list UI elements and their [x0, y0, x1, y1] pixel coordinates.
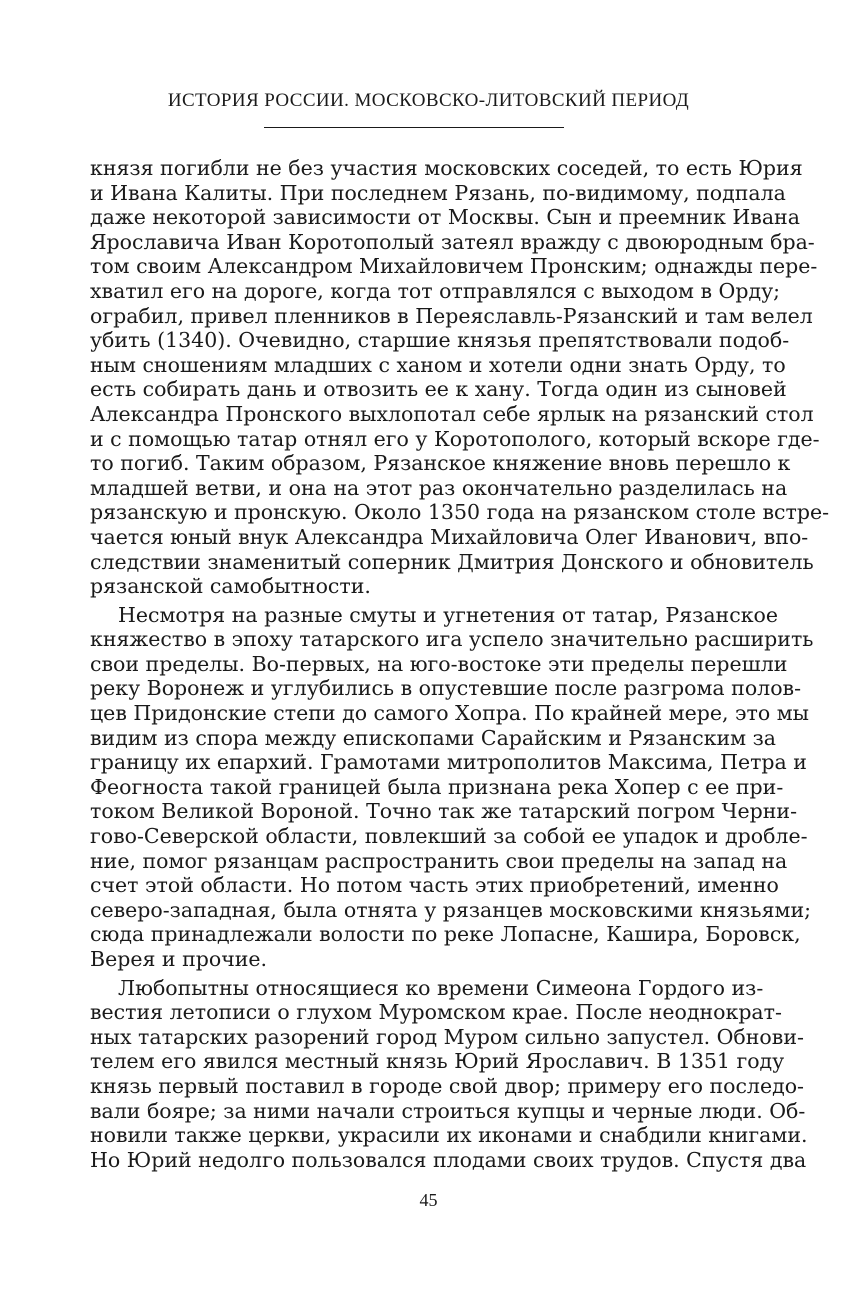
text-line: свои пределы. Во-первых, на юго-востоке эти пределы перешли [90, 651, 788, 676]
text-line: вали бояре; за ними начали строиться купцы и черные люди. Об- [90, 1098, 806, 1123]
text-line: чается юный внук Александра Михайловича Олег Иванович, впо- [90, 524, 809, 549]
text-line: Но Юрий недолго пользовался плодами своих трудов. Спустя два [90, 1147, 807, 1172]
text-line: рязанскую и пронскую. Около 1350 года на рязанском столе встре- [90, 500, 830, 525]
text-line: и с помощью татар отнял его у Коротополого, который вскоре где- [90, 426, 820, 451]
text-line: новили также церкви, украсили их иконами и снабдили книгами. [90, 1123, 808, 1148]
text-line: Верея и прочие. [90, 947, 268, 971]
text-line: и Ивана Калиты. При последнем Рязань, по-видимому, подпала [90, 180, 786, 205]
text-line: князя погибли не без участия московских соседей, то есть Юрия [90, 156, 803, 180]
running-title: ИСТОРИЯ РОССИИ. МОСКОВСКО-ЛИТОВСКИЙ ПЕРИОД [167, 90, 690, 111]
text-line: Феогноста такой границей была признана река Хопер с ее при- [90, 774, 784, 799]
text-line: телем его явился местный князь Юрий Ярославич. В 1351 году [90, 1049, 785, 1074]
text-line: следствии знаменитый соперник Дмитрия Донского и обновитель [90, 549, 814, 574]
text-line: княжество в эпоху татарского ига успело значительно расширить [90, 627, 814, 652]
text-line: ным сношениям младших с ханом и хотели одни знать Орду, то [90, 352, 786, 377]
text-line: убить (1340). Очевидно, старшие князья препятствовали подоб- [90, 328, 790, 353]
text-line: видим из спора между епископами Сарайским и Рязанским за [90, 725, 777, 750]
text-line: то погиб. Таким образом, Рязанское княжение вновь перешло к [90, 451, 791, 476]
text-line: гово-Северской области, повлекший за собой ее упадок и дробле- [90, 824, 808, 849]
text-line: том своим Александром Михайловичем Пронским; однажды пере- [90, 254, 818, 279]
text-line: северо-западная, была отнята у рязанцев московскими князьями; [90, 897, 812, 922]
text-line: сюда принадлежали волости по реке Лопасне, Кашира, Боровск, [90, 922, 801, 947]
text-line: током Великой Вороной. Точно так же татарский погром Черни- [90, 799, 797, 824]
text-line: рязанской самобытности. [90, 574, 371, 599]
text-line: Александра Пронского выхлопотал себе ярлык на рязанский стол [90, 401, 814, 426]
header-rule [264, 127, 564, 128]
text-line: счет этой области. Но потом часть этих приобретений, именно [90, 873, 779, 898]
page-number: 45 [419, 1190, 438, 1210]
text-line: границу их епархий. Грамотами митрополитов Максима, Петра и [90, 750, 807, 775]
text-line: Несмотря на разные смуты и угнетения от татар, Рязанское [118, 602, 778, 627]
text-line: ных татарских разорений город Муром сильно запустел. Обнови- [90, 1024, 804, 1049]
paragraph [90, 156, 830, 599]
text-line: хватил его на дороге, когда тот отправлялся с выходом в Орду; [90, 278, 781, 303]
text-line: даже некоторой зависимости от Москвы. Сын и преемник Ивана [90, 205, 800, 230]
text-line: вестия летописи о глухом Муромском крае. После неоднократ- [90, 1000, 782, 1025]
text-line: цев Придонские степи до самого Хопра. По крайней мере, это мы [90, 701, 809, 726]
paragraph [90, 602, 814, 972]
paragraph [90, 975, 808, 1173]
text-line: ограбил, привел пленников в Переяславль-Рязанский и там велел [90, 303, 813, 328]
text-line: Ярославича Иван Коротополый затеял вражду с двоюродным бра- [90, 229, 815, 254]
text-line: князь первый поставил в городе свой двор; примеру его последо- [90, 1073, 804, 1098]
text-line: ние, помог рязанцам распространить свои пределы на запад на [90, 848, 788, 873]
text-line: младшей ветви, и она на этот раз окончательно разделилась на [90, 475, 788, 500]
text-body [90, 156, 830, 1172]
text-line: есть собирать дань и отвозить ее к хану. Тогда один из сыновей [90, 377, 787, 402]
text-line: Любопытны относящиеся ко времени Симеона Гордого из- [118, 975, 764, 1000]
text-line: реку Воронеж и углубились в опустевшие после разгрома полов- [90, 676, 802, 701]
